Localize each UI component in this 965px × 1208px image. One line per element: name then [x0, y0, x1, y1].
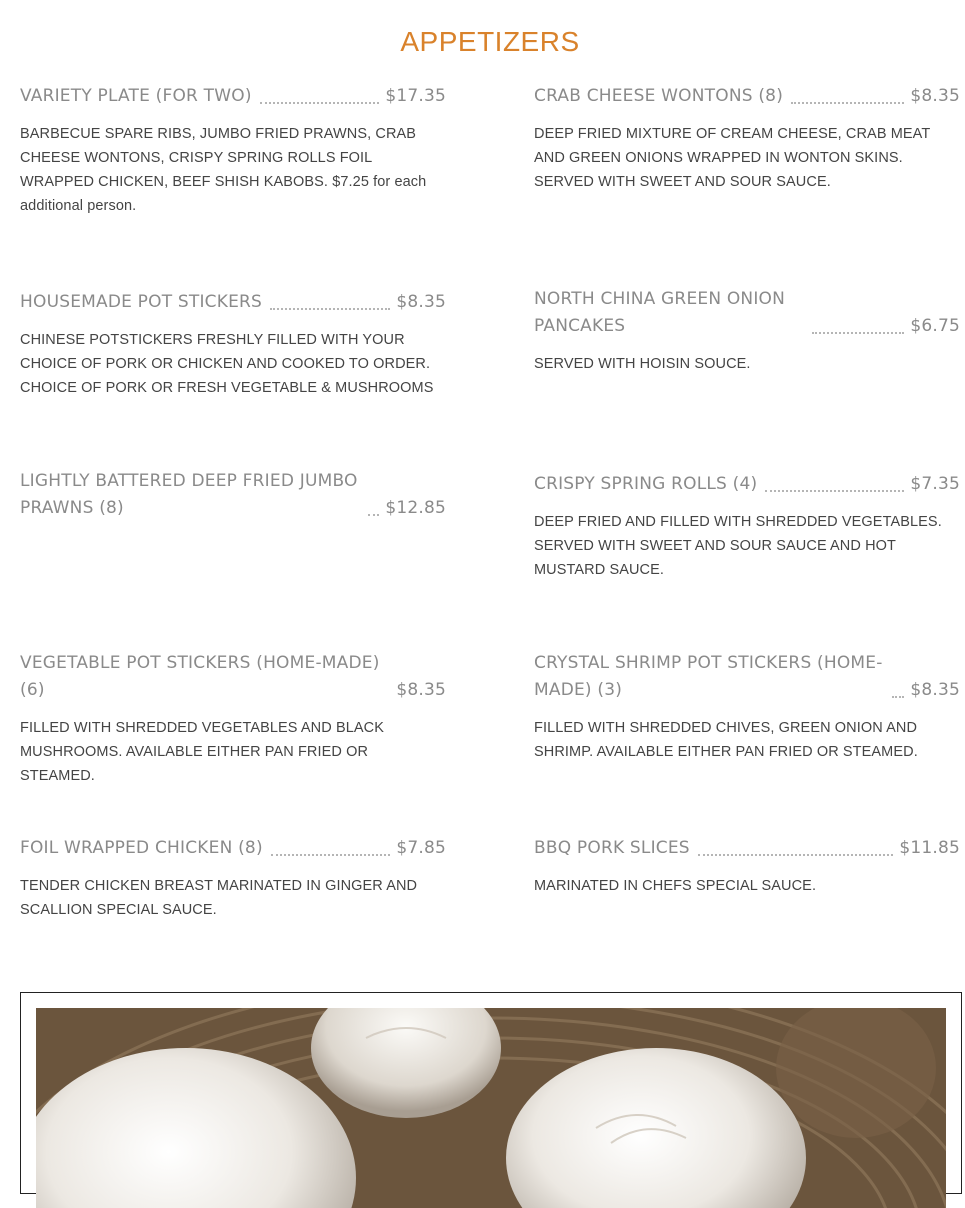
item-description: CHINESE POTSTICKERS FRESHLY FILLED WITH YOUR CHOICE OF PORK OR CHICKEN AND COOKED TO ORDER. CHOICE OF PORK OR FRESH VEGETABLE & MUSHROOMS — [20, 332, 434, 396]
menu-item-foil-wrapped-chicken — [20, 835, 446, 922]
item-name: CRISPY SPRING ROLLS (4) — [534, 474, 758, 494]
item-description: TENDER CHICKEN BREAST MARINATED IN GINGER AND SCALLION SPECIAL SAUCE. — [20, 878, 418, 918]
item-price: $8.35 — [910, 680, 960, 700]
item-header — [20, 289, 446, 316]
dot-leader — [368, 513, 379, 516]
menu-item-crispy-spring-rolls — [534, 471, 960, 582]
item-header — [20, 650, 446, 704]
item-name: FOIL WRAPPED CHICKEN (8) — [20, 838, 263, 858]
section-title: APPETIZERS — [400, 26, 580, 57]
dot-leader — [260, 101, 380, 104]
menu-item-green-onion-pancakes — [534, 286, 960, 376]
menu-item-jumbo-prawns — [20, 468, 446, 534]
item-name: CRAB CHEESE WONTONS (8) — [534, 86, 784, 106]
menu-item-housemade-pot-stickers — [20, 289, 446, 400]
item-price: $8.35 — [910, 86, 960, 106]
item-name: CRYSTAL SHRIMP POT STICKERS (HOME-MADE) (3) — [534, 653, 883, 700]
item-price: $8.35 — [396, 680, 446, 700]
menu-item-crystal-shrimp-pot-stickers — [534, 650, 960, 764]
item-description: DEEP FRIED MIXTURE OF CREAM CHEESE, CRAB MEAT AND GREEN ONIONS WRAPPED IN WONTON SKINS. SERVED WITH SWEET AND SOUR SAUCE. — [534, 126, 931, 190]
dot-leader — [791, 101, 904, 104]
item-description: FILLED WITH SHREDDED VEGETABLES AND BLACK MUSHROOMS. AVAILABLE EITHER PAN FRIED OR STEAMED. — [20, 720, 385, 784]
dot-leader — [812, 331, 904, 334]
menu-item-variety-plate — [20, 83, 446, 218]
item-description: SERVED WITH HOISIN SOUCE. — [534, 356, 751, 372]
dot-leader — [698, 853, 894, 856]
item-price: $8.35 — [396, 292, 446, 312]
item-header — [534, 471, 960, 498]
photo-frame — [20, 992, 962, 1194]
item-price: $7.85 — [396, 838, 446, 858]
item-price: $17.35 — [385, 86, 446, 106]
item-name: VARIETY PLATE (FOR TWO) — [20, 86, 252, 106]
dot-leader — [271, 853, 391, 856]
dot-leader — [765, 489, 904, 492]
item-price: $11.85 — [899, 838, 960, 858]
item-name: VEGETABLE POT STICKERS (HOME-MADE) (6) — [20, 653, 380, 700]
item-name: HOUSEMADE POT STICKERS — [20, 292, 263, 312]
menu-item-vegetable-pot-stickers — [20, 650, 446, 788]
item-header — [534, 835, 960, 862]
item-header — [534, 83, 960, 110]
item-description: FILLED WITH SHREDDED CHIVES, GREEN ONION AND SHRIMP. AVAILABLE EITHER PAN FRIED OR STEAMED. — [534, 720, 918, 760]
dot-leader — [270, 307, 390, 310]
item-description: BARBECUE SPARE RIBS, JUMBO FRIED PRAWNS, CRAB CHEESE WONTONS, CRISPY SPRING ROLLS FOIL WRAPPED CHICKEN, BEEF SHISH KABOBS. $7.25 for each additional person. — [20, 126, 427, 214]
menu-item-crab-cheese-wontons — [534, 83, 960, 194]
item-price: $6.75 — [910, 316, 960, 336]
item-header — [20, 835, 446, 862]
menu-item-bbq-pork-slices — [534, 835, 960, 898]
item-price: $7.35 — [910, 474, 960, 494]
item-header — [20, 468, 446, 522]
item-header — [534, 650, 960, 704]
item-description: MARINATED IN CHEFS SPECIAL SAUCE. — [534, 878, 817, 894]
item-header — [534, 286, 960, 340]
item-description: DEEP FRIED AND FILLED WITH SHREDDED VEGETABLES. SERVED WITH SWEET AND SOUR SAUCE AND HOT MUSTARD SAUCE. — [534, 514, 942, 578]
dot-leader — [892, 695, 904, 698]
item-name: LIGHTLY BATTERED DEEP FRIED JUMBO PRAWNS (8) — [20, 471, 358, 518]
bamboo-steamer-illustration — [36, 1008, 946, 1208]
item-header — [20, 83, 446, 110]
item-name: NORTH CHINA GREEN ONION PANCAKES — [534, 289, 786, 336]
item-name: BBQ PORK SLICES — [534, 838, 690, 858]
steamed-buns-photo — [36, 1008, 946, 1208]
item-price: $12.85 — [385, 498, 446, 518]
